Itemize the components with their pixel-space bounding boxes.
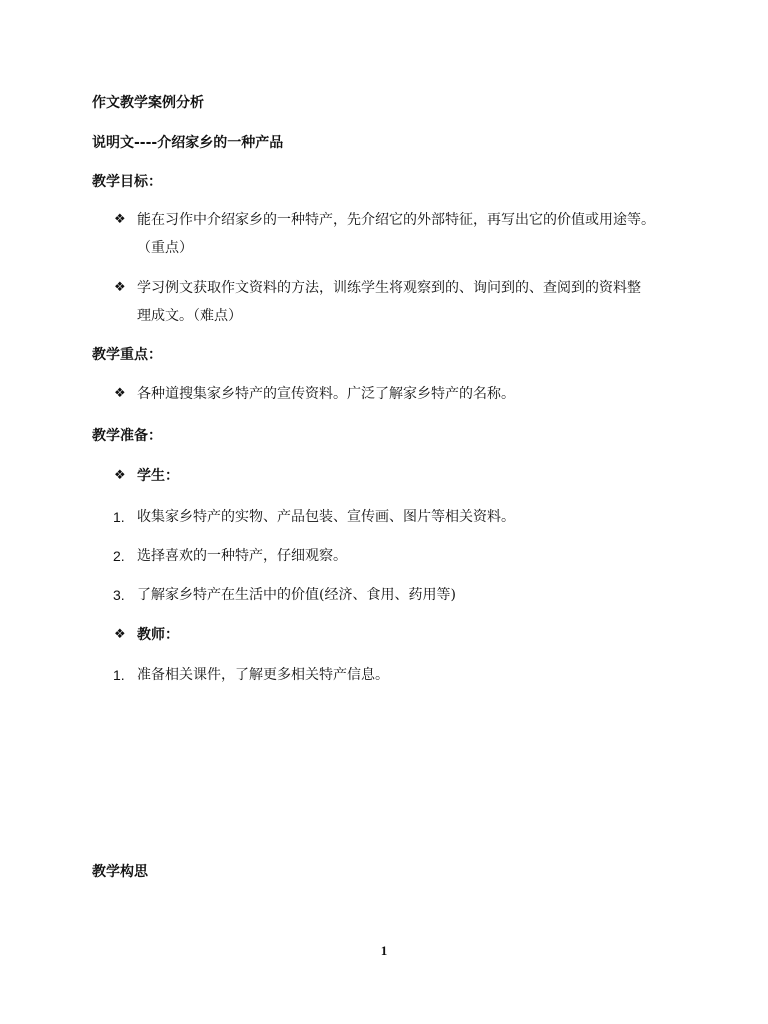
list-number: 3.: [113, 587, 125, 603]
objective-2-line-1: 学习例文获取作文资料的方法，训练学生将观察到的、询问到的、查阅到的资料整: [137, 280, 641, 296]
bullet-diamond-icon: ❖: [114, 627, 126, 642]
student-item-2: 选择喜欢的一种特产，仔细观察。: [137, 548, 347, 564]
page-number: 1: [380, 943, 388, 958]
concept-heading: 教学构思: [92, 864, 148, 880]
list-number: 1.: [113, 509, 125, 525]
objective-1-line-2: （重点）: [137, 240, 193, 256]
student-item-1: 收集家乡特产的实物、产品包装、宣传画、图片等相关资料。: [137, 509, 515, 525]
student-item-3: 了解家乡特产在生活中的价值(经济、食用、药用等): [137, 587, 456, 603]
objectives-heading: 教学目标：: [92, 174, 162, 190]
key-points-heading: 教学重点：: [92, 347, 162, 363]
key-point-1: 各种道搜集家乡特产的宣传资料。广泛了解家乡特产的名称。: [137, 386, 515, 402]
bullet-diamond-icon: ❖: [114, 280, 126, 295]
bullet-diamond-icon: ❖: [114, 468, 126, 483]
teacher-item-1: 准备相关课件，了解更多相关特产信息。: [137, 667, 389, 683]
list-number: 1.: [113, 667, 125, 683]
list-number: 2.: [113, 548, 125, 564]
document-title: 作文教学案例分析: [92, 95, 204, 111]
objective-1-line-1: 能在习作中介绍家乡的一种特产，先介绍它的外部特征，再写出它的价值或用途等。: [137, 212, 655, 228]
students-label: 学生：: [137, 468, 179, 484]
preparation-heading: 教学准备：: [92, 428, 162, 444]
bullet-diamond-icon: ❖: [114, 212, 126, 227]
teacher-label: 教师：: [137, 627, 179, 643]
bullet-diamond-icon: ❖: [114, 386, 126, 401]
objective-2-line-2: 理成文。（难点）: [137, 308, 242, 324]
document-subtitle: 说明文----介绍家乡的一种产品: [92, 135, 284, 151]
